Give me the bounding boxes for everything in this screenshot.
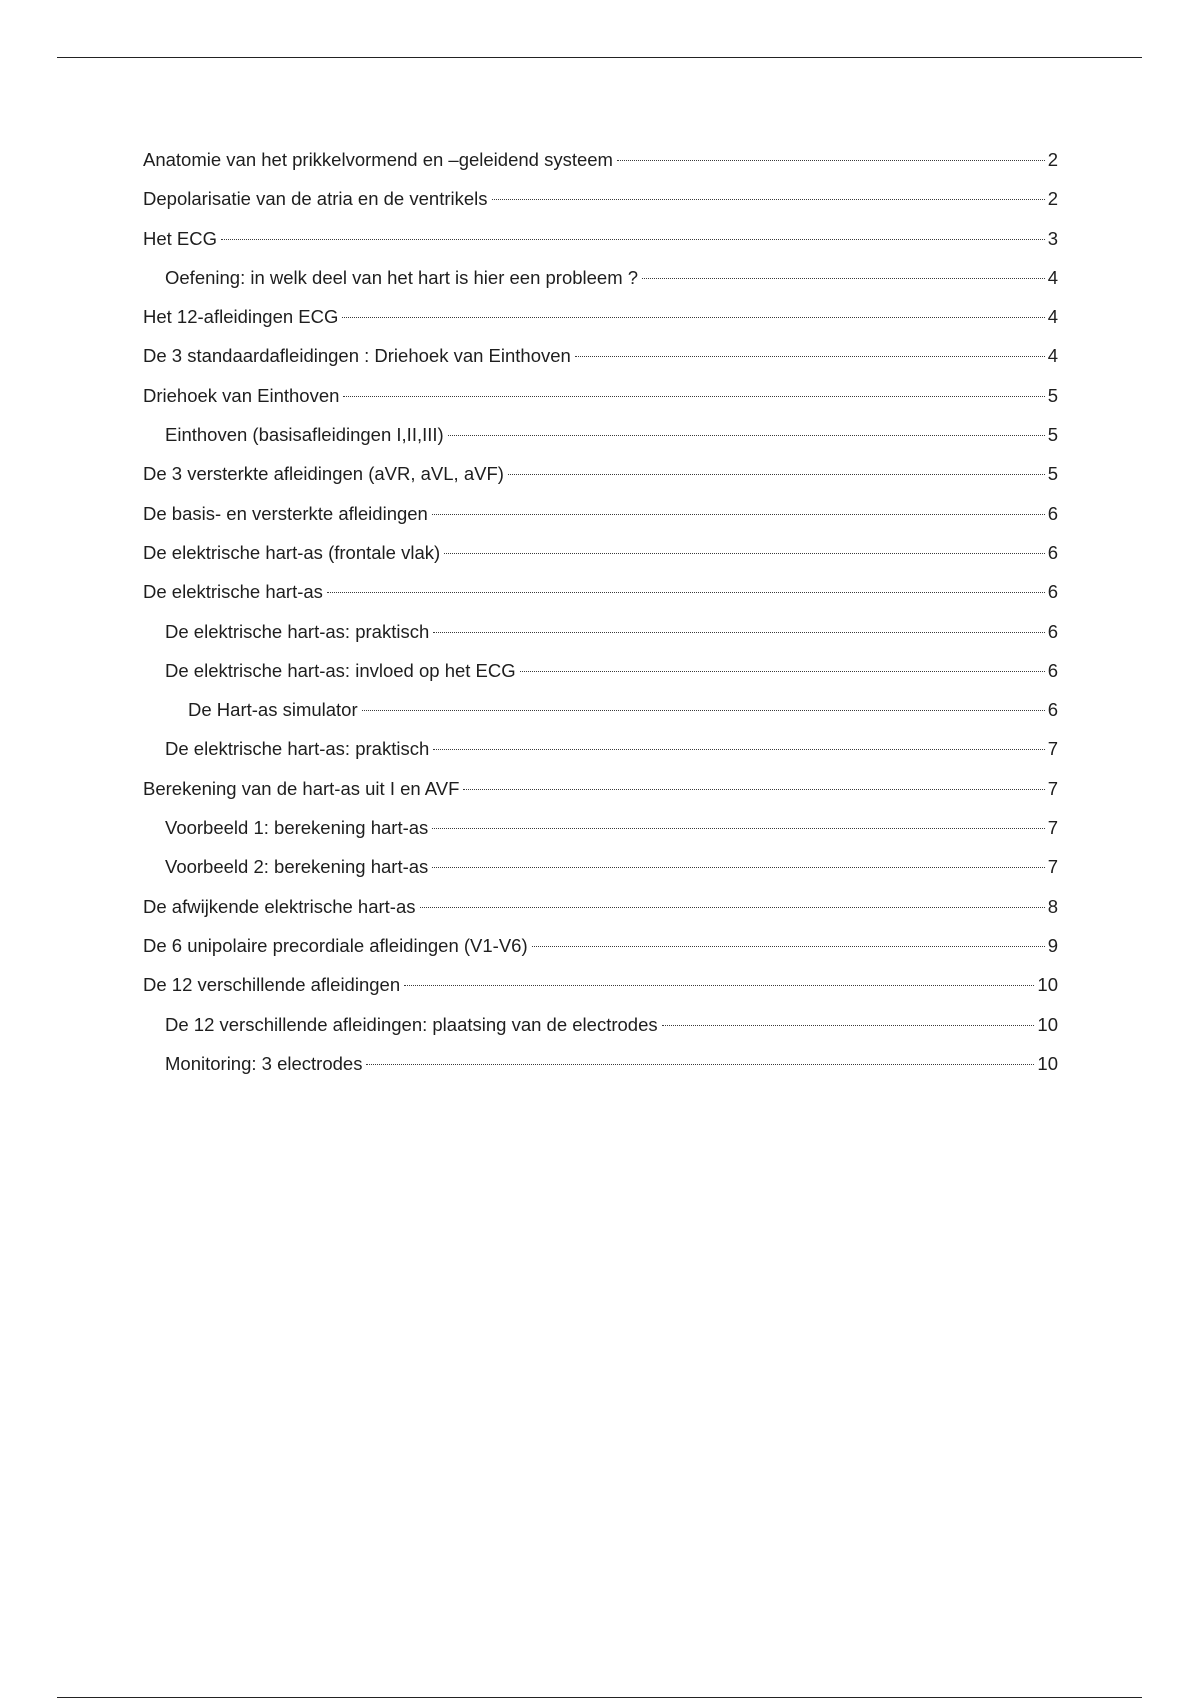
toc-dot-leader (444, 553, 1045, 554)
toc-dot-leader (433, 632, 1044, 633)
toc-entry-page-number: 6 (1047, 620, 1058, 642)
toc-entry-title: Einthoven (basisafleidingen I,II,III) (165, 424, 444, 446)
toc-entry[interactable] (143, 336, 1058, 375)
toc-dot-leader (575, 356, 1045, 357)
toc-dot-leader (343, 396, 1044, 397)
toc-entry[interactable] (143, 690, 1058, 729)
toc-dot-leader (327, 592, 1045, 593)
toc-entry-title: De Hart-as simulator (188, 699, 358, 721)
toc-entry[interactable] (143, 494, 1058, 533)
toc-entry-title: De 12 verschillende afleidingen: plaatsing van de electrodes (165, 1013, 658, 1035)
toc-entry-title: De 12 verschillende afleidingen (143, 974, 401, 996)
toc-entry-title: De elektrische hart-as (143, 581, 323, 603)
toc-dot-leader (642, 278, 1045, 279)
toc-entry-page-number: 4 (1047, 306, 1058, 328)
toc-entry-page-number: 7 (1047, 856, 1058, 878)
footer-rule (57, 1697, 1142, 1698)
toc-entry[interactable] (143, 219, 1058, 258)
toc-entry-page-number: 6 (1047, 699, 1058, 721)
toc-entry-page-number: 4 (1047, 266, 1058, 288)
toc-entry[interactable] (143, 612, 1058, 651)
toc-dot-leader (366, 1064, 1034, 1065)
toc-entry-title: De 3 versterkte afleidingen (aVR, aVL, aVF) (143, 463, 504, 485)
toc-entry-page-number: 7 (1047, 738, 1058, 760)
toc-dot-leader (432, 867, 1044, 868)
toc-entry-page-number: 2 (1047, 188, 1058, 210)
toc-dot-leader (617, 160, 1045, 161)
toc-dot-leader (662, 1025, 1035, 1026)
toc-entry[interactable] (143, 376, 1058, 415)
toc-entry[interactable] (143, 454, 1058, 493)
toc-entry[interactable] (143, 651, 1058, 690)
toc-entry-title: De basis- en versterkte afleidingen (143, 502, 428, 524)
toc-dot-leader (532, 946, 1045, 947)
toc-dot-leader (492, 199, 1045, 200)
toc-entry-page-number: 6 (1047, 541, 1058, 563)
toc-entry-title: Oefening: in welk deel van het hart is hier een probleem ? (165, 266, 639, 288)
toc-dot-leader (508, 474, 1045, 475)
toc-entry[interactable] (143, 297, 1058, 336)
toc-entry-title: Monitoring: 3 electrodes (165, 1052, 363, 1074)
toc-entry[interactable] (143, 769, 1058, 808)
toc-entry[interactable] (143, 808, 1058, 847)
toc-entry-title: Berekening van de hart-as uit I en AVF (143, 777, 460, 799)
toc-dot-leader (432, 828, 1044, 829)
toc-entry-page-number: 2 (1047, 149, 1058, 170)
toc-entry[interactable] (143, 533, 1058, 572)
toc-entry-page-number: 10 (1037, 1013, 1058, 1035)
toc-dot-leader (221, 239, 1045, 240)
toc-entry-page-number: 10 (1037, 974, 1058, 996)
toc-entry-title: Voorbeeld 2: berekening hart-as (165, 856, 429, 878)
toc-entry-title: Het ECG (143, 227, 218, 249)
toc-entry-page-number: 6 (1047, 502, 1058, 524)
toc-dot-leader (463, 789, 1044, 790)
toc-entry-title: Anatomie van het prikkelvormend en –geleidend systeem (143, 149, 613, 170)
toc-entry-page-number: 10 (1037, 1052, 1058, 1074)
toc-entry-title: De elektrische hart-as: praktisch (165, 738, 430, 760)
toc-entry-page-number: 7 (1047, 777, 1058, 799)
toc-entry[interactable] (143, 415, 1058, 454)
toc-entry-page-number: 3 (1047, 227, 1058, 249)
toc-dot-leader (420, 907, 1045, 908)
toc-entry-page-number: 7 (1047, 817, 1058, 839)
toc-dot-leader (342, 317, 1044, 318)
toc-entry-page-number: 5 (1047, 384, 1058, 406)
toc-entry-title: Het 12-afleidingen ECG (143, 306, 339, 328)
table-of-contents (143, 140, 1058, 1083)
toc-entry-title: De elektrische hart-as (frontale vlak) (143, 541, 441, 563)
toc-entry-title: De elektrische hart-as: invloed op het ECG (165, 659, 516, 681)
toc-dot-leader (404, 985, 1034, 986)
toc-entry-title: Depolarisatie van de atria en de ventrikels (143, 188, 488, 210)
toc-dot-leader (432, 514, 1045, 515)
toc-entry[interactable] (143, 729, 1058, 768)
toc-entry-title: De 6 unipolaire precordiale afleidingen (V1-V6) (143, 934, 528, 956)
toc-entry[interactable] (143, 140, 1058, 179)
toc-entry[interactable] (143, 887, 1058, 926)
toc-entry-title: Voorbeeld 1: berekening hart-as (165, 817, 429, 839)
toc-entry[interactable] (143, 258, 1058, 297)
toc-dot-leader (433, 749, 1044, 750)
toc-entry[interactable] (143, 572, 1058, 611)
toc-entry-title: De elektrische hart-as: praktisch (165, 620, 430, 642)
header-rule (57, 57, 1142, 58)
toc-entry-title: De afwijkende elektrische hart-as (143, 895, 416, 917)
toc-entry[interactable] (143, 1044, 1058, 1083)
toc-dot-leader (362, 710, 1045, 711)
toc-entry[interactable] (143, 179, 1058, 218)
toc-entry-page-number: 5 (1047, 424, 1058, 446)
toc-entry-page-number: 8 (1047, 895, 1058, 917)
toc-entry-page-number: 5 (1047, 463, 1058, 485)
toc-entry[interactable] (143, 847, 1058, 886)
toc-dot-leader (520, 671, 1045, 672)
toc-entry-page-number: 4 (1047, 345, 1058, 367)
toc-dot-leader (448, 435, 1045, 436)
toc-entry[interactable] (143, 1005, 1058, 1044)
toc-entry-page-number: 9 (1047, 934, 1058, 956)
toc-entry[interactable] (143, 965, 1058, 1004)
toc-entry[interactable] (143, 926, 1058, 965)
toc-entry-title: De 3 standaardafleidingen : Driehoek van Einthoven (143, 345, 571, 367)
toc-entry-title: Driehoek van Einthoven (143, 384, 340, 406)
toc-entry-page-number: 6 (1047, 581, 1058, 603)
toc-entry-page-number: 6 (1047, 659, 1058, 681)
